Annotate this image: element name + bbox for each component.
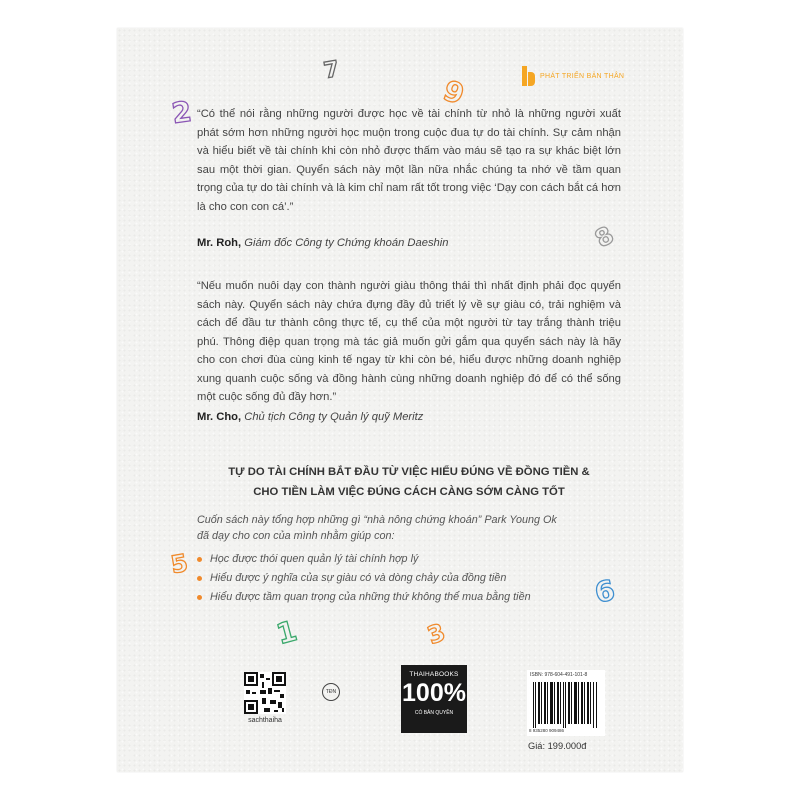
decor-number-3: 3: [423, 617, 449, 651]
decor-number-7: 7: [321, 56, 342, 85]
quote-2-author: Mr. Cho,: [197, 411, 242, 423]
series-brand: [522, 66, 624, 86]
brand-text: PHÁT TRIỂN BẢN THÂN: [540, 72, 625, 80]
quote-2-role: Chủ tịch Công ty Quản lý quỹ Meritz: [244, 411, 424, 423]
bullet-text: Hiểu được tầm quan trọng của những thứ không thể mua bằng tiền: [210, 591, 531, 603]
heading-line-1: TỰ DO TÀI CHÍNH BẮT ĐẦU TỪ VIỆC HIỂU ĐÚNG VỀ ĐỒNG TIỀN &: [228, 466, 590, 478]
list-item: [197, 569, 531, 588]
qr-label: sachthaiha: [248, 717, 282, 724]
barcode-numbers: 8 935280 909486: [529, 728, 565, 733]
benefit-list: [197, 550, 531, 607]
bullet-icon: [197, 576, 202, 581]
isbn-number: ISBN: 978-604-491-101-8: [530, 672, 588, 678]
book-back-cover: [117, 28, 683, 772]
publisher-logo: TĐN: [322, 683, 340, 701]
decor-number-2: 2: [169, 94, 194, 131]
price: Giá: 199.000đ: [528, 741, 587, 751]
barcode-block: [527, 670, 605, 736]
decor-number-1: 1: [273, 614, 301, 651]
decor-number-5: 5: [168, 548, 191, 580]
bullet-text: Học được thói quen quản lý tài chính hợp lý: [210, 553, 419, 565]
bullet-icon: [197, 557, 202, 562]
bullet-icon: [197, 595, 202, 600]
quote-1-role: Giám đốc Công ty Chứng khoán Daeshin: [244, 237, 449, 249]
intro-line-2: đã dạy cho con của mình nhằm giúp con:: [197, 530, 395, 542]
section-heading: [197, 462, 621, 502]
decor-number-6: 6: [591, 573, 618, 610]
heading-line-2: CHO TIỀN LÀM VIỆC ĐÚNG CÁCH CÀNG SỚM CÀNG TỐT: [253, 486, 565, 498]
decor-number-9: 9: [438, 73, 469, 112]
list-item: [197, 588, 531, 607]
badge-copyright: CÓ BẢN QUYỀN: [414, 710, 454, 716]
brand-logo-icon: [522, 66, 536, 86]
list-item: [197, 550, 531, 569]
intro-line-1: Cuốn sách này tổng hợp những gì “nhà nông chứng khoán” Park Young Ok: [197, 514, 557, 526]
quote-2: “Nếu muốn nuôi dạy con thành người giàu thông thái thì nhất định phải đọc quyển sách này. Quyển sách này chứa đựng đầy đủ triết lý về sự giàu có, trải nghiệm và cách để đầu tư thành công thực tế, cụ thể của một người từ tay trắng thành triệu phú. Thông điệp quan trọng mà tác giả muốn gửi gắm qua quyển sách này là hãy cho con chơi đùa cùng kinh tế ngay từ khi còn bé, hiểu được những doanh nghiệp xung quanh cuộc sống và đồng hành cùng những doanh nghiệp đó để có thể sống một cuộc sống đủ đầy hơn.”: [197, 280, 621, 403]
badge-publisher: THAIHABOOKS: [409, 671, 459, 678]
quote-1-author: Mr. Roh,: [197, 237, 242, 249]
copyright-badge: [401, 665, 467, 733]
qr-code-icon: [244, 672, 286, 714]
quote-1-attribution: [197, 237, 448, 249]
badge-percent: 100%: [402, 679, 466, 707]
intro-text: [197, 512, 621, 544]
quote-1: “Có thể nói rằng những người được học về tài chính từ nhỏ là những người xuất phát sớm hơn những người học muộn trong cuộc đua tự do tài chính. Sự cảm nhận và hiểu biết về tài chính khi còn nhỏ được thấm vào máu sẽ tạo ra sự khác biệt lớn sau một thời gian. Quyển sách này một lần nữa nhắc chúng ta nhớ về tầm quan trọng của tự do tài chính và là kim chỉ nam rất tốt trong việc ‘Dạy con cách bắt cá hơn là cho con con cá’.”: [197, 108, 621, 213]
barcode-icon: [533, 682, 599, 728]
quote-2-attribution: [197, 411, 423, 423]
bullet-text: Hiểu được ý nghĩa của sự giàu có và dòng chảy của đồng tiền: [210, 572, 507, 584]
decor-number-8: 8: [590, 220, 619, 254]
